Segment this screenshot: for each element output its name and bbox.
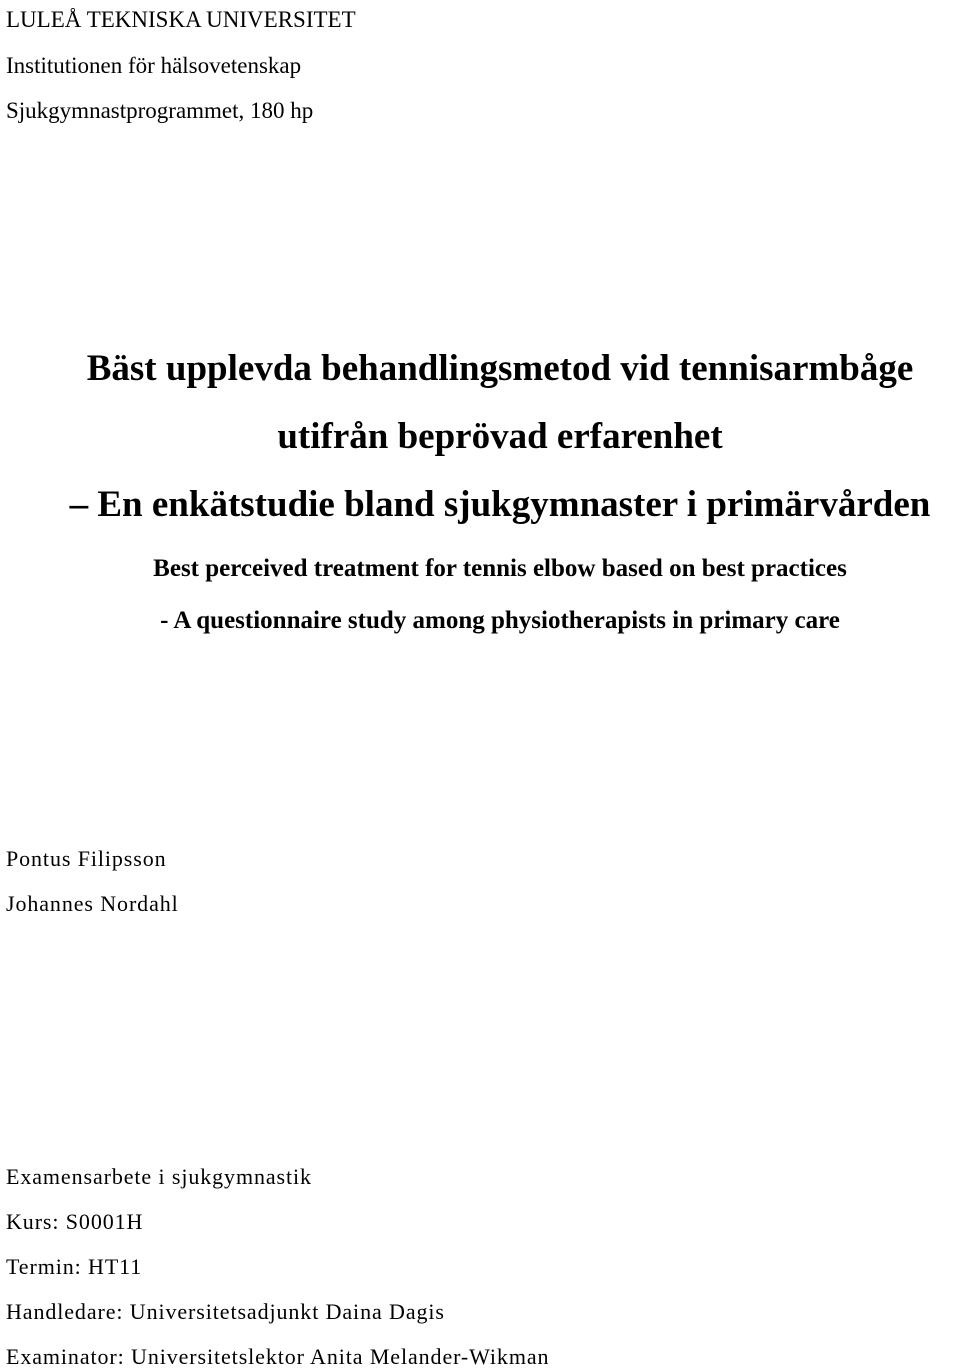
- author-2: Johannes Nordahl: [6, 891, 179, 916]
- swedish-title-line-1: Bäst upplevda behandlingsmetod vid tennisarmbåge: [86, 348, 914, 389]
- university-name: LULEÅ TEKNISKA UNIVERSITET: [6, 7, 356, 32]
- supervisor: Handledare: Universitetsadjunkt Daina Dagis: [6, 1299, 445, 1324]
- department-name: Institutionen för hälsovetenskap: [6, 53, 302, 78]
- english-title-line-1: Best perceived treatment for tennis elbow based on best practices: [153, 555, 847, 582]
- english-subtitle: - A questionnaire study among physiotherapists in primary care: [160, 607, 840, 634]
- swedish-title-line-2: utifrån beprövad erfarenhet: [277, 416, 723, 457]
- program-name: Sjukgymnastprogrammet, 180 hp: [6, 98, 314, 123]
- course-code: Kurs: S0001H: [6, 1209, 144, 1234]
- author-1: Pontus Filipsson: [6, 846, 167, 871]
- swedish-subtitle: – En enkätstudie bland sjukgymnaster i primärvården: [69, 484, 931, 525]
- term: Termin: HT11: [6, 1254, 143, 1279]
- thesis-type: Examensarbete i sjukgymnastik: [6, 1164, 312, 1189]
- examiner: Examinator: Universitetslektor Anita Melander-Wikman: [6, 1344, 550, 1369]
